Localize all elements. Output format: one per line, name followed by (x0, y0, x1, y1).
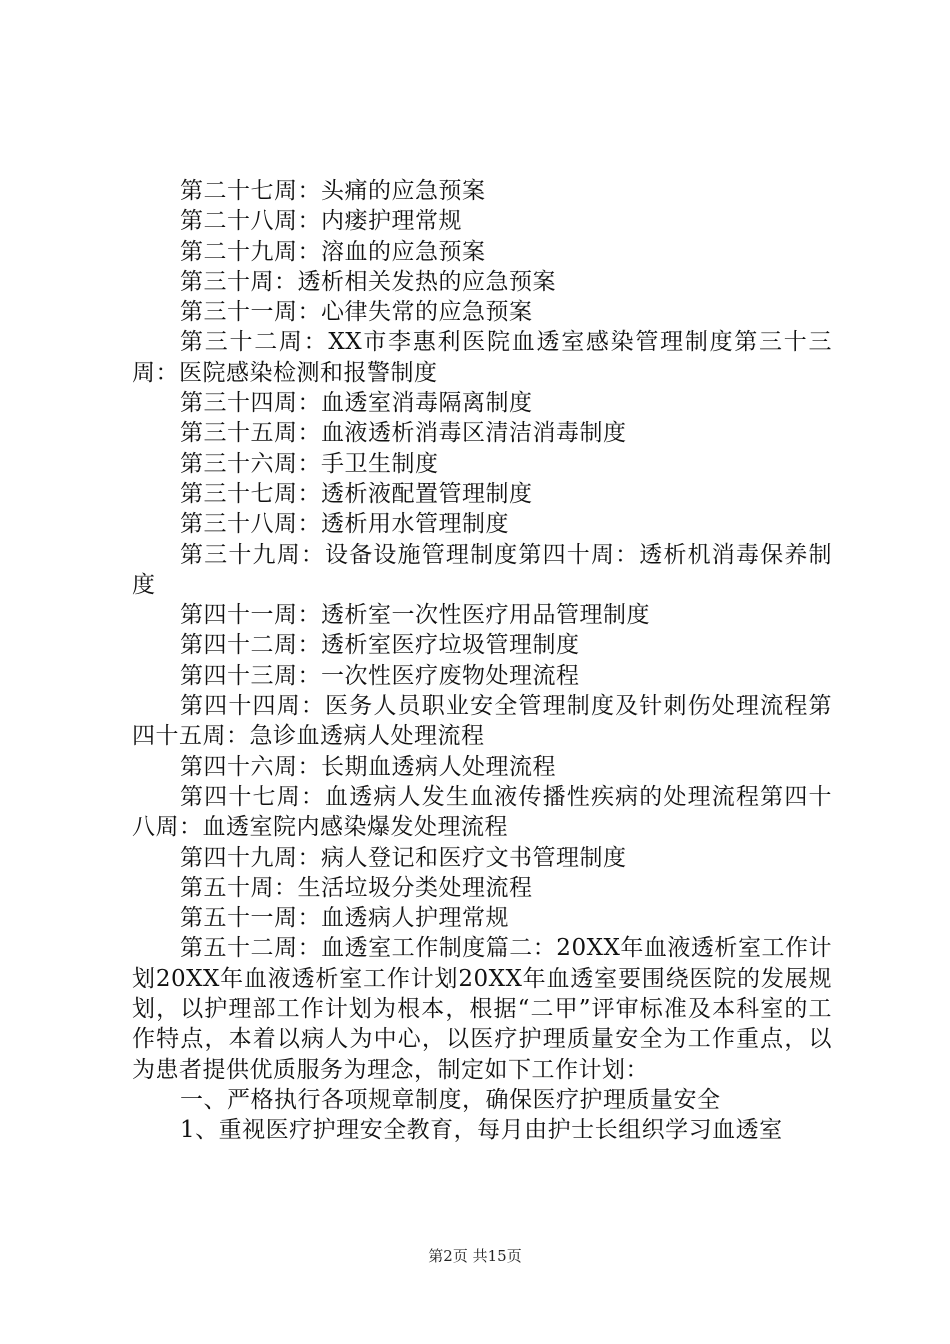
paragraph: 第二十九周：溶血的应急预案 (180, 238, 486, 265)
paragraph: 第二十八周：内瘘护理常规 (180, 208, 462, 235)
paragraph: 第四十二周：透析室医疗垃圾管理制度 (180, 632, 580, 659)
paragraph: 第三十六周：手卫生制度 (180, 450, 439, 477)
paragraph: 第三十周：透析相关发热的应急预案 (180, 268, 556, 295)
paragraph: 第三十一周：心律失常的应急预案 (180, 299, 533, 326)
paragraph: 第三十二周：XX市李惠利医院血透室感染管理制度第三十三周：医院感染检测和报警制度 (132, 329, 832, 386)
paragraph: 第四十四周：医务人员职业安全管理制度及针刺伤处理流程第四十五周：急诊血透病人处理流程 (132, 693, 832, 750)
paragraph: 第五十一周：血透病人护理常规 (180, 905, 509, 932)
paragraph: 第二十七周：头痛的应急预案 (180, 178, 486, 204)
paragraph: 第三十八周：透析用水管理制度 (180, 511, 509, 538)
paragraph: 第三十九周：设备设施管理制度第四十周：透析机消毒保养制度 (132, 541, 832, 598)
paragraph: 第四十六周：长期血透病人处理流程 (180, 753, 556, 780)
paragraph: 第三十五周：血液透析消毒区清洁消毒制度 (180, 420, 627, 447)
paragraph: 第三十七周：透析液配置管理制度 (180, 480, 533, 507)
paragraph: 第五十二周：血透室工作制度篇二：20XX年血液透析室工作计划20XX年血液透析室工作计划20XX年血透室要围绕医院的发展规划，以护理部工作计划为根本，根据“二甲”评审标准及本科室的工作特点，本着以病人为中心，以医疗护理质量安全为工作重点，以为患者提供优质服务为理念，制定如下工作计划： (132, 935, 832, 1083)
paragraph: 第四十一周：透析室一次性医疗用品管理制度 (180, 602, 650, 629)
paragraph: 第四十三周：一次性医疗废物处理流程 (180, 662, 580, 689)
paragraph: 第五十周：生活垃圾分类处理流程 (180, 874, 533, 901)
paragraph: 一、严格执行各项规章制度，确保医疗护理质量安全 (180, 1086, 721, 1113)
page-footer: 第2页 共15页 (428, 1247, 522, 1265)
document-body (132, 176, 832, 1146)
paragraph: 第三十四周：血透室消毒隔离制度 (180, 390, 533, 417)
paragraph: 第四十七周：血透病人发生血液传播性疾病的处理流程第四十八周：血透室院内感染爆发处理流程 (132, 783, 832, 841)
paragraph: 第四十九周：病人登记和医疗文书管理制度 (180, 844, 627, 871)
paragraph: 1、重视医疗护理安全教育，每月由护士长组织学习血透室 (180, 1117, 783, 1144)
